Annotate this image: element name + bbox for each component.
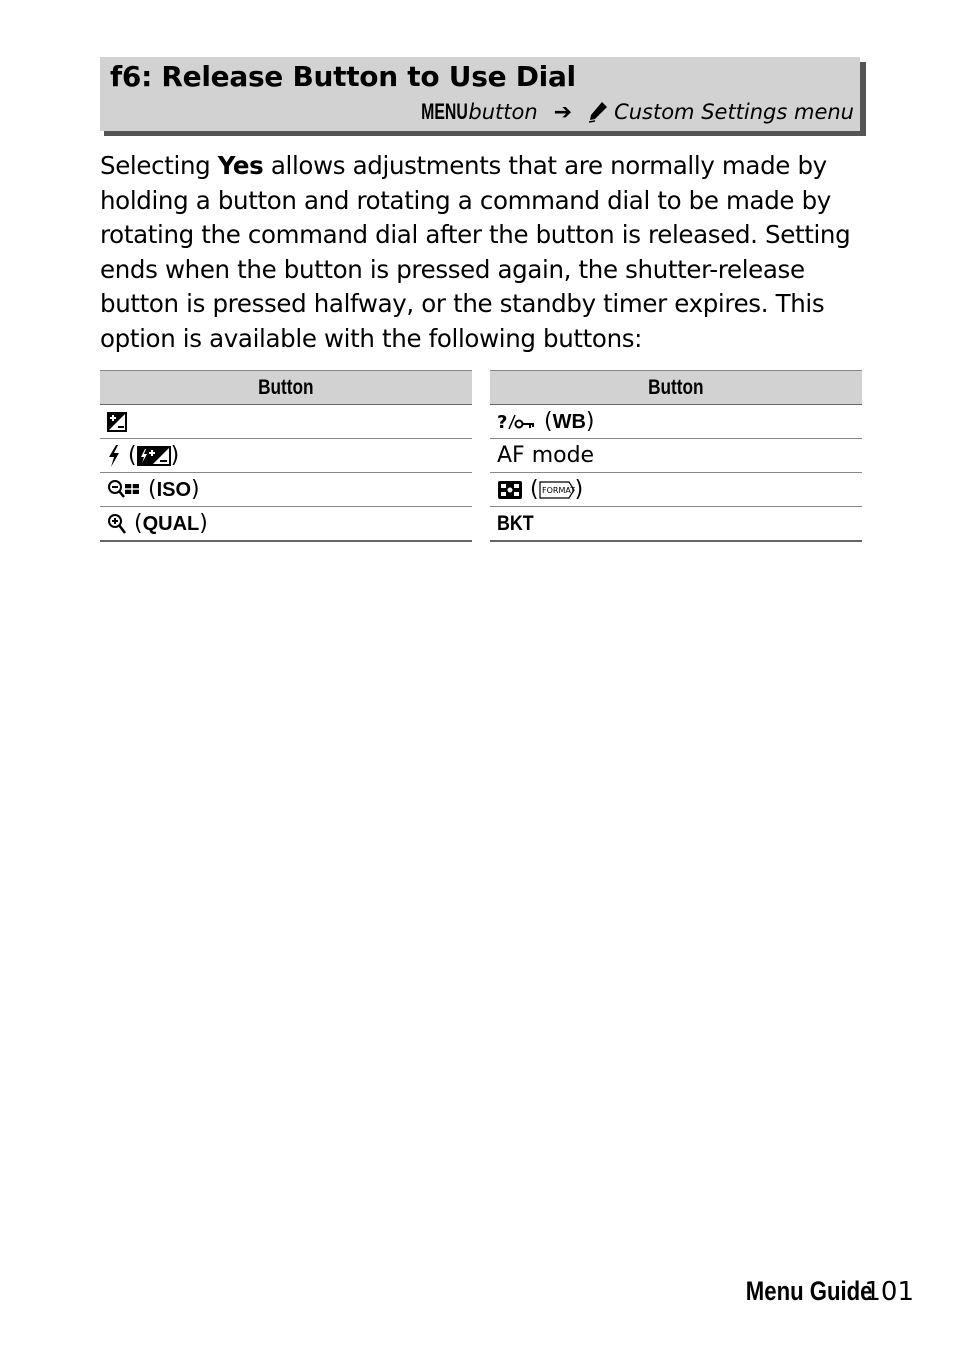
metering-icon xyxy=(497,480,523,500)
zoom-out-thumbnail-icon xyxy=(107,479,141,501)
table-row: ( ) xyxy=(100,439,472,473)
flash-compensation-icon xyxy=(137,446,171,466)
button-word: button xyxy=(468,100,538,124)
table-header: Button xyxy=(490,371,862,405)
table-row: (QUAL) xyxy=(100,507,472,542)
svg-text:?: ? xyxy=(497,412,508,433)
description-paragraph: Selecting Yes allows adjustments that are normally made by holding a button and rotating a command dial to be made by rotating the command dial after the button is released. Setting ends when the button is pressed again, the shutter-release button is pressed halfway, or the standby timer expires. This option is available with the following buttons: xyxy=(100,151,851,353)
table-row: ? (WB) xyxy=(490,405,862,439)
table-header: Button xyxy=(100,371,472,405)
bkt-label: BKT xyxy=(497,512,534,535)
wb-label: WB xyxy=(552,411,586,433)
table-row: ( FORMAT ) xyxy=(490,473,862,507)
svg-text:FORMAT: FORMAT xyxy=(541,486,575,495)
section-header xyxy=(100,57,860,131)
zoom-in-icon xyxy=(107,513,127,535)
af-mode-label: AF mode xyxy=(490,439,862,473)
pencil-icon xyxy=(586,100,610,124)
exposure-compensation-icon xyxy=(107,412,127,432)
destination-label: Custom Settings menu xyxy=(614,100,854,124)
page-footer xyxy=(718,1276,914,1307)
buttons-table-right xyxy=(490,370,862,542)
menu-button-label: MENU xyxy=(421,99,468,124)
table-row xyxy=(490,439,862,473)
iso-label: ISO xyxy=(156,479,192,501)
flash-icon xyxy=(107,445,121,467)
page-number: 101 xyxy=(864,1277,914,1307)
help-protect-icon xyxy=(497,411,537,433)
table-row xyxy=(490,507,862,542)
menu-path xyxy=(403,99,854,125)
format-icon xyxy=(539,480,575,500)
buttons-table-left xyxy=(100,370,472,542)
table-row: (ISO) xyxy=(100,473,472,507)
section-name: Menu Guide xyxy=(745,1276,873,1306)
yes-option: Yes xyxy=(217,151,264,180)
qual-label: QUAL xyxy=(142,513,200,535)
page-title: f6: Release Button to Use Dial xyxy=(110,60,576,93)
arrow-right-icon: ➔ xyxy=(553,99,573,125)
table-row xyxy=(100,405,472,439)
